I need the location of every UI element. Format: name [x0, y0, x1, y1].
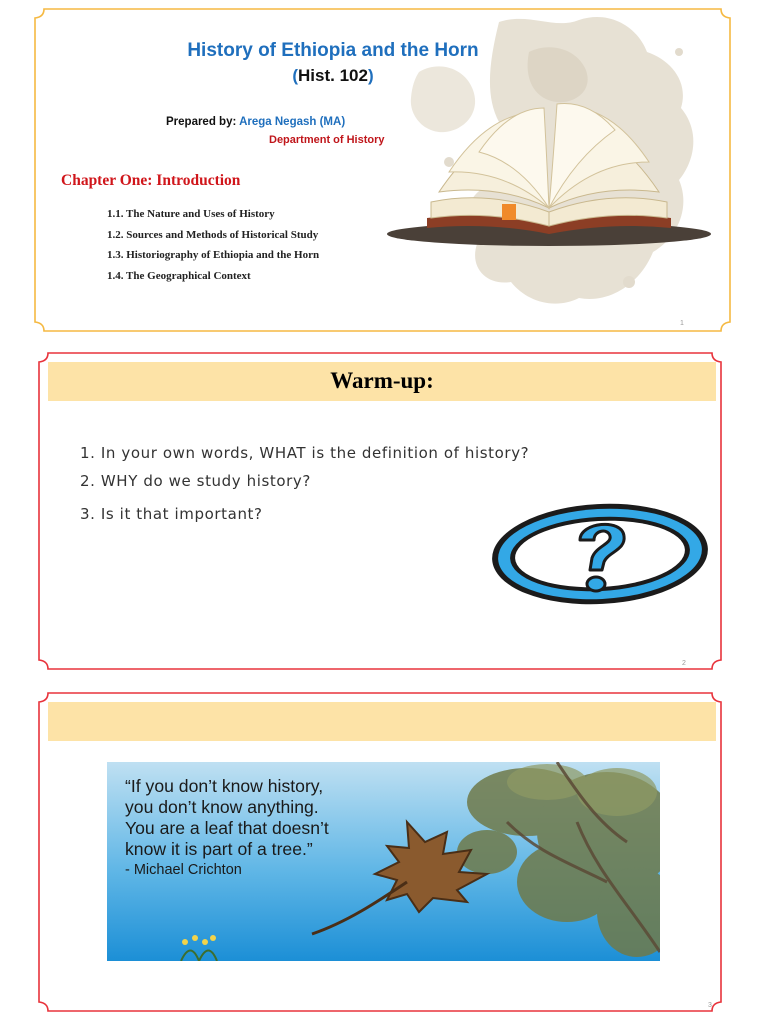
- question-1: 1. In your own words, WHAT is the definition of history?: [80, 444, 530, 462]
- quote-line: You are a leaf that doesn’t: [125, 818, 329, 838]
- question-3: 3. Is it that important?: [80, 505, 263, 523]
- slide-3-header-bar: [48, 702, 716, 741]
- warm-up-title: Warm-up:: [330, 368, 434, 393]
- slide-2-header-bar: [48, 362, 716, 401]
- toc-item: 1.4. The Geographical Context: [107, 270, 251, 283]
- page-number: 2: [682, 660, 686, 667]
- quote-line: know it is part of a tree.”: [125, 839, 313, 859]
- course-code-close-paren: ): [367, 66, 374, 85]
- quote-image: [107, 762, 660, 961]
- prepared-by: [166, 116, 345, 128]
- question-2: 2. WHY do we study history?: [80, 472, 311, 490]
- toc-item: 1.2. Sources and Methods of Historical Study: [107, 228, 319, 241]
- toc-item: 1.1. The Nature and Uses of History: [107, 208, 275, 220]
- quote-text: [125, 776, 329, 881]
- quote-attribution: - Michael Crichton: [125, 862, 242, 878]
- quote-line: you don’t know anything.: [125, 797, 319, 817]
- slide-1: [34, 8, 731, 332]
- department-name: Department of History: [269, 134, 385, 146]
- prepared-by-label: Prepared by:: [166, 116, 240, 128]
- page-number: 1: [680, 320, 684, 327]
- course-code: [34, 66, 632, 86]
- slide-3: [38, 692, 722, 1012]
- course-code-open-paren: (: [292, 66, 299, 85]
- toc-item: 1.3. Historiography of Ethiopia and the Horn: [107, 249, 320, 262]
- table-of-contents: [107, 208, 319, 291]
- chapter-heading: Chapter One: Introduction: [61, 172, 241, 189]
- quote-line: “If you don’t know history,: [125, 776, 324, 796]
- author-name: Arega Negash (MA): [239, 116, 346, 128]
- course-code-text: Hist. 102: [298, 66, 368, 85]
- question-mark-icon: [488, 500, 712, 608]
- course-title: History of Ethiopia and the Horn: [187, 40, 479, 61]
- page-number: 3: [708, 1002, 712, 1009]
- slide-2: [38, 352, 722, 670]
